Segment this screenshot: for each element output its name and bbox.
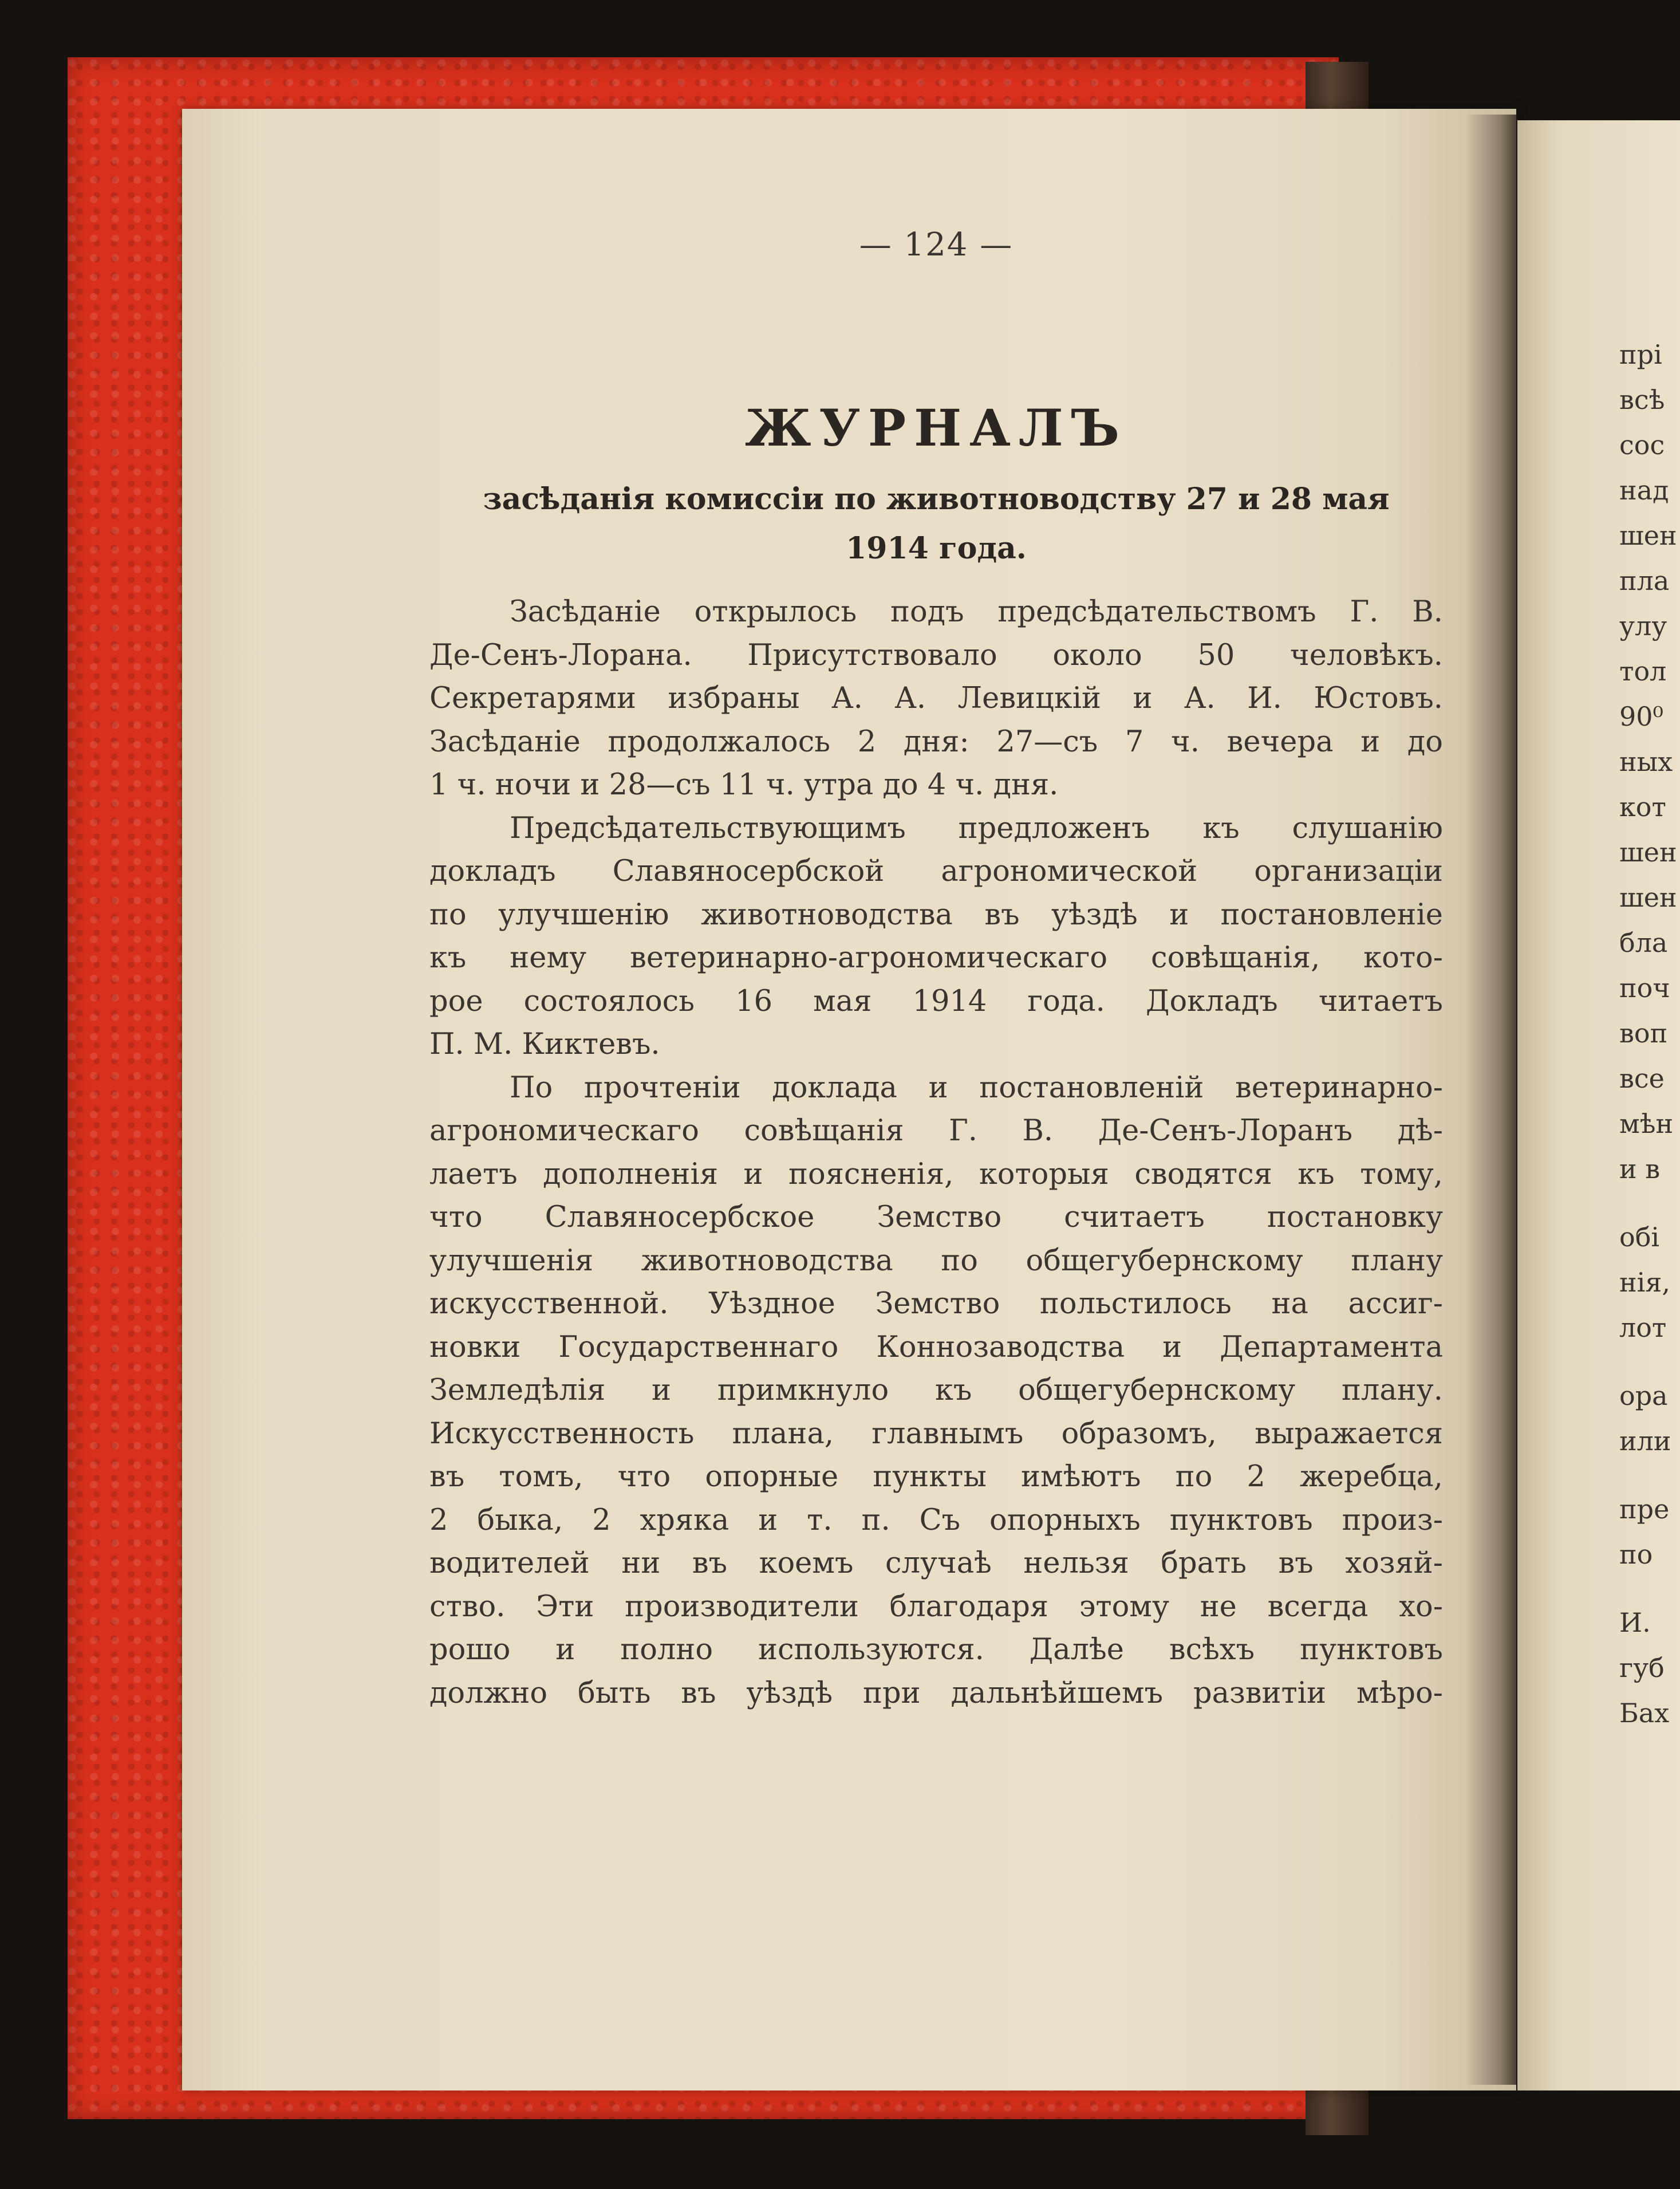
right-page-line [1619, 1464, 1677, 1487]
paragraph-2 [429, 807, 1443, 1066]
text-line: По прочтеніи доклада и постановленій ветеринарно- [510, 1070, 1443, 1105]
right-page-line: по [1619, 1539, 1653, 1570]
right-page-line: бла [1619, 927, 1668, 958]
right-page-line [1619, 1192, 1677, 1215]
right-page-line: шен [1619, 882, 1677, 913]
right-page-line: И. [1619, 1607, 1651, 1638]
text-line: докладъ Славяносербской агрономической организаціи [429, 855, 1443, 888]
right-page-line: ных [1619, 746, 1673, 777]
right-page-line: над [1619, 475, 1669, 506]
text-line: рошо и полно используются. Далѣе всѣхъ пунктовъ [429, 1633, 1443, 1667]
right-page-line [1619, 1351, 1677, 1373]
right-page-line: Бах [1619, 1698, 1670, 1729]
text-line: П. М. Киктевъ. [429, 1027, 660, 1061]
text-line: водителей ни въ коемъ случаѣ нельзя брать въ хозяй- [429, 1546, 1443, 1580]
text-line: должно быть въ уѣздѣ при дальнѣйшемъ развитіи мѣро- [429, 1676, 1443, 1710]
paragraph-3 [429, 1066, 1443, 1715]
right-page-line: 90⁰ [1619, 701, 1663, 732]
text-line: новки Государственнаго Коннозаводства и Департамента [429, 1330, 1443, 1364]
right-page-line: мѣн [1619, 1108, 1674, 1139]
text-line: Де-Сенъ-Лорана. Присутствовало около 50 человѣкъ. [429, 638, 1443, 672]
right-page-line: нія, [1619, 1267, 1671, 1298]
paragraph-1 [429, 590, 1443, 807]
right-page-line: всѣ [1619, 384, 1665, 415]
right-page-line: обі [1619, 1222, 1660, 1253]
text-line: Земледѣлія и примкнуло къ общегубернскому плану. [429, 1373, 1443, 1407]
right-page-line [1619, 1577, 1677, 1600]
page-content [429, 226, 1443, 1715]
page-number: — 124 — [859, 226, 1013, 263]
right-page-text [1619, 332, 1677, 1736]
text-line: искусственной. Уѣздное Земство польстилось на ассиг- [429, 1287, 1443, 1321]
right-page-line: сос [1619, 430, 1665, 460]
text-line: рое состоялось 16 мая 1914 года. Докладъ читаетъ [429, 984, 1443, 1018]
text-line: 2 быка, 2 хряка и т. п. Съ опорныхъ пунктовъ произ- [429, 1503, 1443, 1537]
subtitle-line: 1914 года. [846, 531, 1027, 566]
text-line: агрономическаго совѣщанія Г. В. Де-Сенъ-Лоранъ дѣ- [429, 1114, 1443, 1148]
text-line: Засѣданіе продолжалось 2 дня: 27—съ 7 ч. вечера и до [429, 725, 1443, 759]
right-page-line: поч [1619, 973, 1670, 1003]
text-line: по улучшенію животноводства въ уѣздѣ и постановленіе [429, 897, 1443, 932]
right-page-line: тол [1619, 656, 1667, 687]
right-page-line: или [1619, 1426, 1671, 1456]
right-page-line: кот [1619, 792, 1666, 822]
right-page-line: все [1619, 1063, 1665, 1094]
document-title: ЖУРНАЛЪ [745, 398, 1127, 458]
text-line: 1 ч. ночи и 28—съ 11 ч. утра до 4 ч. дня. [429, 768, 1059, 802]
document-subtitle [429, 475, 1443, 573]
right-page-line: ора [1619, 1380, 1668, 1411]
text-line: Секретарями избраны А. А. Левицкій и А. И. Юстовъ. [429, 682, 1443, 715]
right-page-line: губ [1619, 1652, 1665, 1683]
text-line: что Славяносербское Земство считаетъ постановку [429, 1200, 1443, 1234]
right-page-line: прі [1619, 339, 1662, 370]
text-line: ство. Эти производители благодаря этому не всегда хо- [429, 1589, 1443, 1624]
text-line: лаетъ дополненія и поясненія, которыя сводятся къ тому, [429, 1157, 1443, 1191]
text-line: Засѣданіе открылось подъ предсѣдательствомъ Г. В. [510, 595, 1443, 629]
text-line: въ томъ, что опорные пункты имѣютъ по 2 жеребца, [429, 1460, 1443, 1494]
right-page-line: пре [1619, 1494, 1670, 1525]
right-page-line: лот [1619, 1312, 1667, 1343]
right-page-line: и в [1619, 1153, 1661, 1184]
right-page-line: улу [1619, 611, 1667, 641]
right-page-line: воп [1619, 1018, 1668, 1049]
text-line: улучшенія животноводства по общегубернскому плану [429, 1243, 1443, 1278]
right-page-line: шен [1619, 837, 1677, 868]
subtitle-line: засѣданія комиссіи по животноводству 27 и 28 мая [483, 482, 1390, 517]
right-page-line: пла [1619, 565, 1670, 596]
text-line: Искусственность плана, главнымъ образомъ, выражается [429, 1416, 1443, 1451]
text-line: Предсѣдательствующимъ предложенъ къ слушанію [510, 811, 1443, 845]
page-gutter [1466, 115, 1523, 2085]
right-page-line: шен [1619, 520, 1677, 551]
text-line: къ нему ветеринарно-агрономическаго совѣщанія, кото- [429, 941, 1443, 975]
